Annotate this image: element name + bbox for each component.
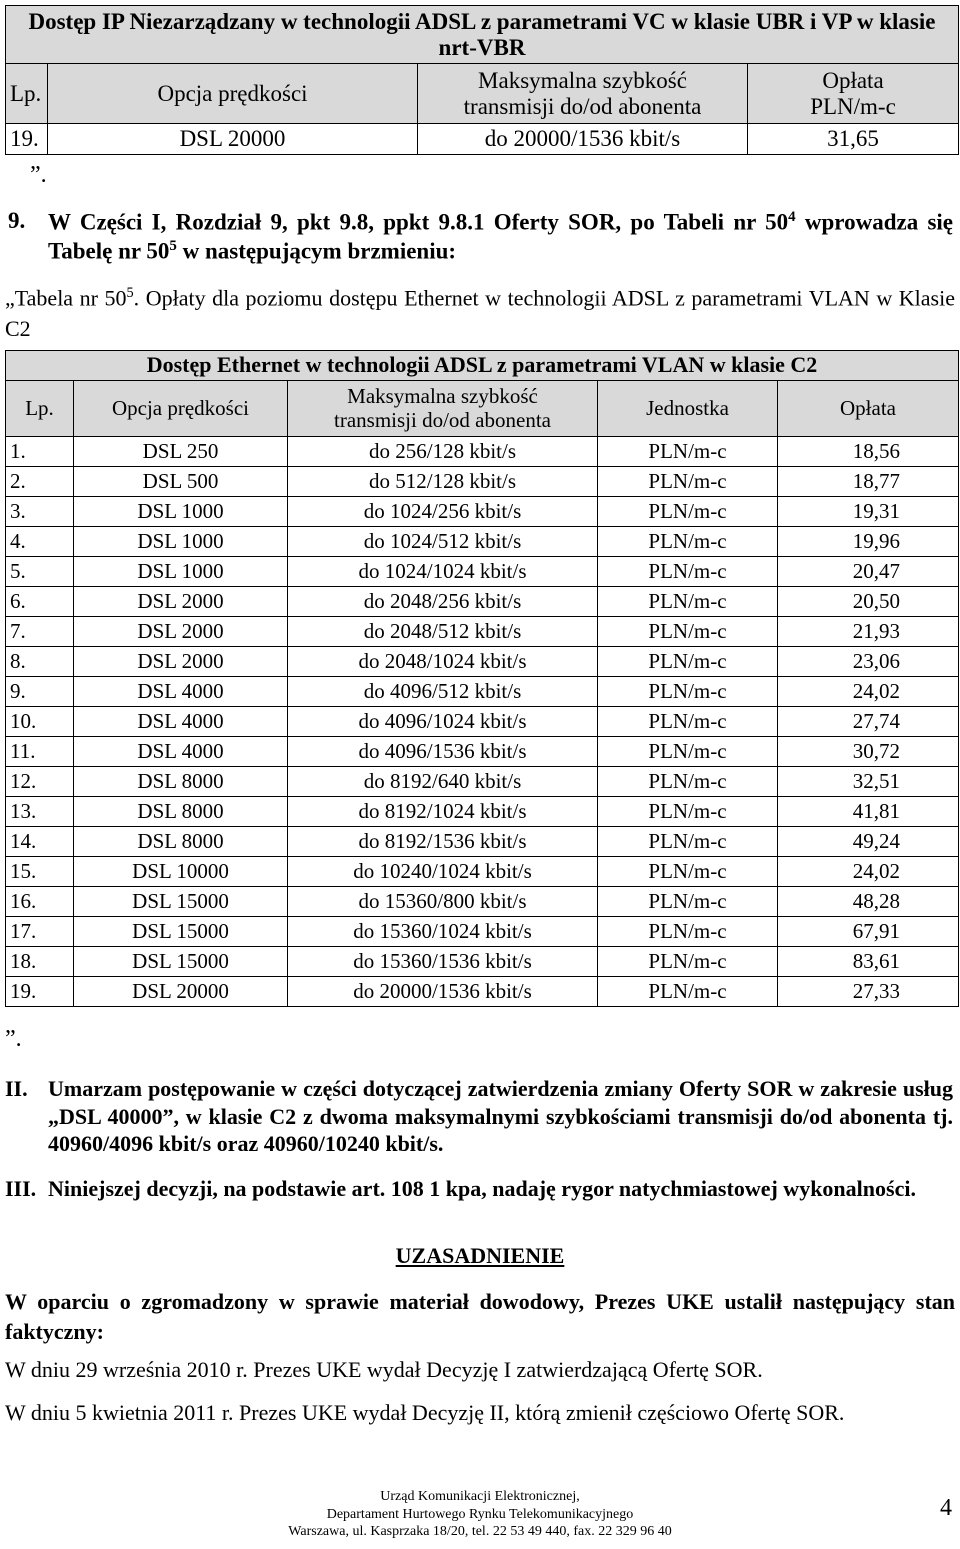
cell-lp: 12. — [6, 767, 74, 797]
table-row — [6, 467, 959, 497]
cell-speed: do 256/128 kbit/s — [288, 437, 598, 467]
cell-fee: 19,96 — [778, 527, 959, 557]
cell-unit: PLN/m-c — [598, 737, 778, 767]
cell-speed: do 10240/1024 kbit/s — [288, 857, 598, 887]
cell-option: DSL 500 — [74, 467, 288, 497]
cell-speed: do 512/128 kbit/s — [288, 467, 598, 497]
footer-line: Urząd Komunikacji Elektronicznej, — [380, 1489, 580, 1504]
cell-unit: PLN/m-c — [598, 557, 778, 587]
cell-unit: PLN/m-c — [598, 677, 778, 707]
cell-speed: do 4096/512 kbit/s — [288, 677, 598, 707]
section-text: Niniejszej decyzji, na podstawie art. 108 1 kpa, nadaję rygor natychmiastowej wykonalności. — [48, 1176, 916, 1201]
cell-option: DSL 4000 — [74, 707, 288, 737]
table-row — [6, 587, 959, 617]
table-row — [6, 857, 959, 887]
cell-speed: do 20000/1536 kbit/s — [418, 124, 748, 155]
table-title: Dostęp IP Niezarządzany w technologii ADSL z parametrami VC w klasie UBR i VP w klasie nrt-VBR — [6, 6, 959, 64]
cell-option: DSL 20000 — [74, 977, 288, 1007]
cell-speed: do 15360/1536 kbit/s — [288, 947, 598, 977]
page-number: 4 — [940, 1495, 952, 1521]
cell-option: DSL 15000 — [74, 947, 288, 977]
cell-speed: do 4096/1024 kbit/s — [288, 707, 598, 737]
cell-unit: PLN/m-c — [598, 767, 778, 797]
cell-lp: 7. — [6, 617, 74, 647]
cell-unit: PLN/m-c — [598, 617, 778, 647]
cell-lp: 4. — [6, 527, 74, 557]
header-speed: Maksymalna szybkość transmisji do/od abonenta — [288, 381, 598, 437]
cell-speed: do 8192/1536 kbit/s — [288, 827, 598, 857]
cell-speed: do 2048/1024 kbit/s — [288, 647, 598, 677]
section-ii — [0, 1075, 960, 1155]
table-row — [6, 797, 959, 827]
cell-unit: PLN/m-c — [598, 857, 778, 887]
table-row — [6, 557, 959, 587]
cell-lp: 8. — [6, 647, 74, 677]
cell-speed: do 2048/256 kbit/s — [288, 587, 598, 617]
cell-speed: do 20000/1536 kbit/s — [288, 977, 598, 1007]
cell-fee: 27,74 — [778, 707, 959, 737]
cell-fee: 41,81 — [778, 797, 959, 827]
cell-option: DSL 20000 — [48, 124, 418, 155]
cell-speed: do 8192/1024 kbit/s — [288, 797, 598, 827]
cell-fee: 30,72 — [778, 737, 959, 767]
cell-fee: 20,50 — [778, 587, 959, 617]
cell-fee: 31,65 — [748, 124, 959, 155]
cell-option: DSL 4000 — [74, 677, 288, 707]
point-9-text: W Części I, Rozdział 9, pkt 9.8, ppkt 9.8.1 Oferty SOR, po Tabeli nr $50^4$ wprowadza się Tabelę nr $50^5$ w następującym brzmieniu: — [48, 209, 954, 265]
table-ethernet-c2 — [5, 350, 959, 1007]
cell-speed: do 2048/512 kbit/s — [288, 617, 598, 647]
cell-fee: 24,02 — [778, 857, 959, 887]
table-row — [6, 527, 959, 557]
table-row — [6, 947, 959, 977]
table-ip-unmanaged — [5, 5, 959, 155]
cell-option: DSL 250 — [74, 437, 288, 467]
cell-speed: do 4096/1536 kbit/s — [288, 737, 598, 767]
cell-option: DSL 8000 — [74, 827, 288, 857]
cell-unit: PLN/m-c — [598, 527, 778, 557]
cell-lp: 9. — [6, 677, 74, 707]
cell-lp: 18. — [6, 947, 74, 977]
cell-fee: 83,61 — [778, 947, 959, 977]
header-lp: Lp. — [6, 381, 74, 437]
cell-lp: 15. — [6, 857, 74, 887]
table-row — [6, 917, 959, 947]
cell-speed: do 1024/1024 kbit/s — [288, 557, 598, 587]
header-option: Opcja prędkości — [74, 381, 288, 437]
header-unit: Jednostka — [598, 381, 778, 437]
cell-unit: PLN/m-c — [598, 587, 778, 617]
cell-lp: 5. — [6, 557, 74, 587]
cell-unit: PLN/m-c — [598, 917, 778, 947]
paragraph: W oparciu o zgromadzony w sprawie materiał dowodowy, Prezes UKE ustalił następujący stan faktyczny: — [5, 1289, 955, 1344]
cell-option: DSL 2000 — [74, 647, 288, 677]
cell-fee: 18,77 — [778, 467, 959, 497]
cell-fee: 20,47 — [778, 557, 959, 587]
cell-unit: PLN/m-c — [598, 647, 778, 677]
cell-lp: 11. — [6, 737, 74, 767]
cell-fee: 18,56 — [778, 437, 959, 467]
section-number: III. — [5, 1176, 37, 1201]
cell-option: DSL 4000 — [74, 737, 288, 767]
footer — [0, 1488, 960, 1541]
cell-speed: do 15360/800 kbit/s — [288, 887, 598, 917]
cell-lp: 13. — [6, 797, 74, 827]
table-caption: „Tabela nr $50^5$. Opłaty dla poziomu dostępu Ethernet w technologii ADSL z parametrami VLAN w Klasie C2 — [5, 285, 955, 342]
cell-lp: 10. — [6, 707, 74, 737]
header-fee: Opłata PLN/m-c — [748, 64, 959, 124]
cell-speed: do 15360/1024 kbit/s — [288, 917, 598, 947]
cell-unit: PLN/m-c — [598, 827, 778, 857]
cell-lp: 19. — [6, 124, 48, 155]
cell-option: DSL 1000 — [74, 527, 288, 557]
cell-unit: PLN/m-c — [598, 947, 778, 977]
cell-lp: 2. — [6, 467, 74, 497]
table-row — [6, 977, 959, 1007]
section-iii — [0, 1175, 960, 1235]
cell-fee: 24,02 — [778, 677, 959, 707]
cell-speed: do 8192/640 kbit/s — [288, 767, 598, 797]
footer-line: Departament Hurtowego Rynku Telekomunikacyjnego — [326, 1506, 634, 1522]
justification-heading: UZASADNIENIE — [395, 1243, 565, 1268]
header-lp: Lp. — [6, 64, 48, 124]
cell-option: DSL 15000 — [74, 917, 288, 947]
cell-lp: 14. — [6, 827, 74, 857]
cell-unit: PLN/m-c — [598, 497, 778, 527]
cell-lp: 6. — [6, 587, 74, 617]
table-row — [6, 647, 959, 677]
section-number: II. — [5, 1076, 28, 1101]
header-option: Opcja prędkości — [48, 64, 418, 124]
cell-option: DSL 10000 — [74, 857, 288, 887]
cell-lp: 16. — [6, 887, 74, 917]
cell-unit: PLN/m-c — [598, 437, 778, 467]
cell-option: DSL 15000 — [74, 887, 288, 917]
table-row — [6, 707, 959, 737]
cell-fee: 67,91 — [778, 917, 959, 947]
cell-option: DSL 1000 — [74, 497, 288, 527]
table-row — [6, 124, 959, 155]
table-row — [6, 767, 959, 797]
paragraph: W dniu 5 kwietnia 2011 r. Prezes UKE wydał Decyzję II, którą zmienił częściowo Ofertę SOR. — [5, 1400, 845, 1425]
cell-lp: 17. — [6, 917, 74, 947]
cell-unit: PLN/m-c — [598, 797, 778, 827]
section-text: Umarzam postępowanie w części dotyczącej zatwierdzenia zmiany Oferty SOR w zakresie usług „DSL 40000”, w klasie C2 z dwoma maksymalnymi szybkościami transmisji do/od abonenta tj. 40960/4096 kbit/s oraz 40960/10240 kbit/s. — [48, 1076, 953, 1156]
cell-fee: 48,28 — [778, 887, 959, 917]
table-row — [6, 437, 959, 467]
cell-fee: 19,31 — [778, 497, 959, 527]
table-row — [6, 827, 959, 857]
cell-option: DSL 8000 — [74, 797, 288, 827]
table-row — [6, 497, 959, 527]
cell-fee: 27,33 — [778, 977, 959, 1007]
header-fee: Opłata — [778, 381, 959, 437]
cell-option: DSL 8000 — [74, 767, 288, 797]
cell-unit: PLN/m-c — [598, 707, 778, 737]
cell-option: DSL 2000 — [74, 587, 288, 617]
cell-fee: 32,51 — [778, 767, 959, 797]
cell-speed: do 1024/256 kbit/s — [288, 497, 598, 527]
footer-line: Warszawa, ul. Kasprzaka 18/20, tel. 22 53 49 440, fax. 22 329 96 40 — [288, 1524, 672, 1539]
cell-speed: do 1024/512 kbit/s — [288, 527, 598, 557]
cell-lp: 1. — [6, 437, 74, 467]
cell-lp: 19. — [6, 977, 74, 1007]
header-speed: Maksymalna szybkość transmisji do/od abonenta — [418, 64, 748, 124]
point-number: 9. — [8, 208, 26, 233]
table-row — [6, 887, 959, 917]
cell-unit: PLN/m-c — [598, 467, 778, 497]
cell-unit: PLN/m-c — [598, 887, 778, 917]
closing-quote: ”. — [30, 162, 47, 188]
cell-unit: PLN/m-c — [598, 977, 778, 1007]
cell-lp: 3. — [6, 497, 74, 527]
table-row — [6, 617, 959, 647]
cell-option: DSL 1000 — [74, 557, 288, 587]
closing-quote: ”. — [5, 1026, 22, 1052]
cell-fee: 23,06 — [778, 647, 959, 677]
cell-fee: 21,93 — [778, 617, 959, 647]
table-title: Dostęp Ethernet w technologii ADSL z parametrami VLAN w klasie C2 — [6, 351, 959, 381]
cell-option: DSL 2000 — [74, 617, 288, 647]
table-row — [6, 737, 959, 767]
table-row — [6, 677, 959, 707]
cell-fee: 49,24 — [778, 827, 959, 857]
paragraph: W dniu 29 września 2010 r. Prezes UKE wydał Decyzję I zatwierdzającą Ofertę SOR. — [5, 1357, 763, 1382]
